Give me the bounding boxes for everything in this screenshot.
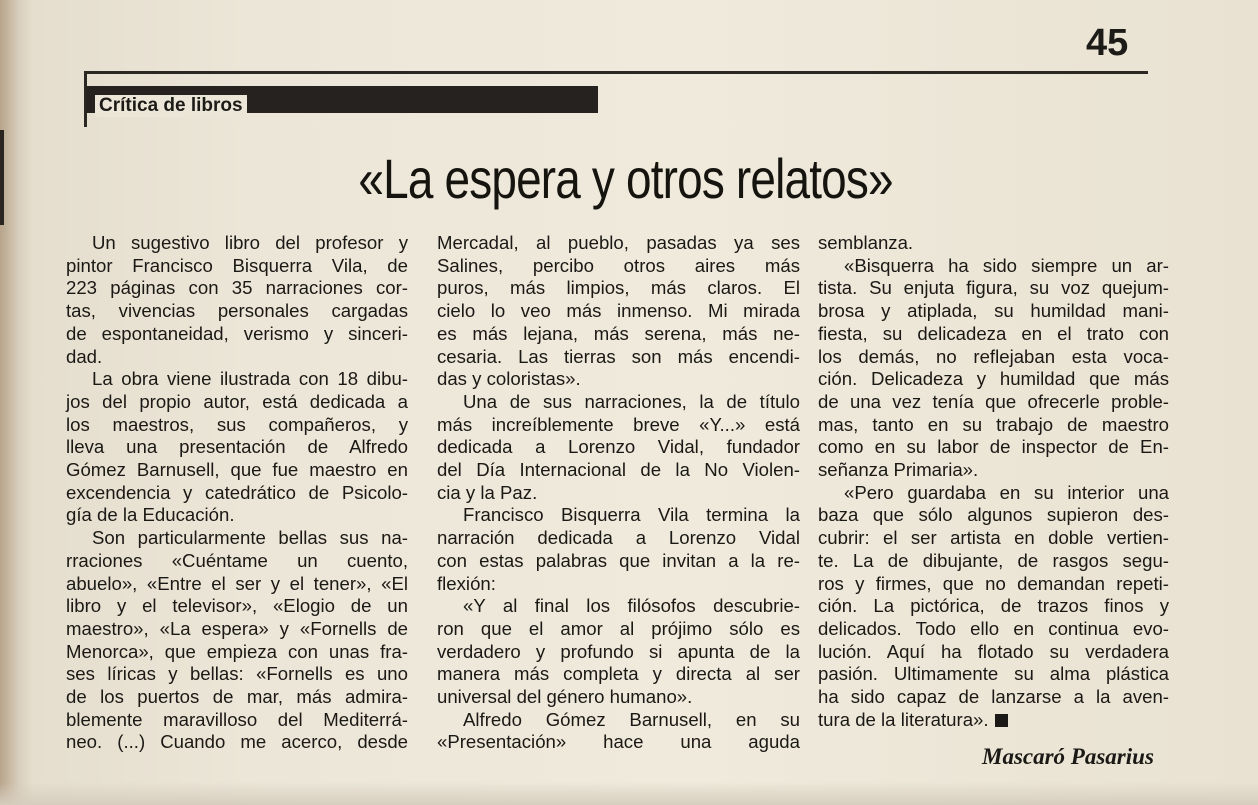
article-line: «Bisquerra ha sido siempre un ar- — [844, 254, 1169, 276]
article-line: baza que sólo algunos supieron des- — [818, 504, 1169, 526]
article-line: señanza Primaria». — [818, 459, 979, 481]
article-line: te. La de dibujante, de rasgos segu- — [818, 549, 1169, 571]
article-line: tura de la literatura». — [818, 709, 1169, 732]
article-line: ha sido capaz de lanzarse a la aven- — [818, 686, 1169, 708]
article-line: gía de la Educación. — [66, 504, 235, 526]
article-line: de una vez tenía que ofrecerle proble- — [818, 390, 1169, 412]
article-line: maestro», «La espera» y «Fornells de — [66, 617, 408, 639]
article-line: Mercadal, al pueblo, pasadas ya ses — [437, 232, 800, 253]
article-line: brosa y atiplada, su humildad mani- — [818, 300, 1169, 322]
article-line: Alfredo Gómez Barnusell, en su — [463, 708, 800, 730]
article-line: dedicada a Lorenzo Vidal, fundador — [437, 436, 800, 458]
article-line: cia y la Paz. — [437, 481, 538, 503]
article-line: das y coloristas». — [437, 368, 581, 390]
article-line: lución. Aquí ha flotado su verdadera — [818, 640, 1169, 662]
article-author: Mascaró Pasarius — [982, 744, 1154, 769]
article-line: Gómez Barnusell, que fue maestro en — [66, 459, 408, 481]
article-line: 223 páginas con 35 narraciones cor- — [66, 277, 408, 299]
article-line: «Pero guardaba en su interior una — [844, 481, 1169, 503]
article-line: ción. La pictórica, de trazos finos y — [818, 595, 1169, 617]
header-rule — [84, 71, 1148, 74]
article-line: del Día Internacional de la No Violen- — [437, 459, 800, 481]
article-line: puros, más limpios, más claros. El — [437, 277, 800, 299]
article-line: rraciones «Cuéntame un cuento, — [66, 549, 408, 571]
article-line: es más lejana, más serena, más ne- — [437, 322, 800, 344]
article-line: delicados. Todo ello en continua evo- — [818, 617, 1169, 639]
page-number: 45 — [1086, 22, 1129, 64]
article-line: pasión. Ultimamente su alma plástica — [818, 663, 1169, 685]
article-line: Francisco Bisquerra Vila termina la — [463, 504, 800, 526]
article-line: Un sugestivo libro del profesor y — [92, 232, 408, 253]
article-line: tas, vivencias personales cargadas — [66, 300, 408, 322]
article-line: abuelo», «Entre el ser y el tener», «El — [66, 572, 408, 594]
article-line: Una de sus narraciones, la de título — [463, 390, 800, 412]
article-line: dad. — [66, 345, 103, 367]
article-line: jos del propio autor, está dedicada a — [66, 390, 408, 412]
article-line: con estas palabras que invitan a la re- — [437, 549, 800, 571]
article-column-1 — [66, 232, 408, 754]
article-line: pintor Francisco Bisquerra Vila, de — [66, 254, 408, 276]
article-column-3 — [818, 232, 1169, 731]
edge-mark — [0, 130, 4, 225]
article-line: Menorca», que empieza con unas fra- — [66, 640, 408, 662]
article-line: blemente maravilloso del Mediterrá- — [66, 708, 408, 730]
article-line: «Y al final los filósofos descubrie- — [463, 595, 800, 617]
article-line: más increíblemente breve «Y...» está — [437, 413, 800, 435]
article-line: de espontaneidad, verismo y sinceri- — [66, 322, 408, 344]
article-line: universal del género humano». — [437, 686, 693, 708]
article-line: lleva una presentación de Alfredo — [66, 436, 408, 458]
article-line: neo. (...) Cuando me acerco, desde — [66, 731, 408, 753]
article-line: excendencia y catedrático de Psicolo- — [66, 481, 408, 503]
article-line: Salines, percibo otros aires más — [437, 254, 800, 276]
page-edge-shadow — [0, 0, 32, 805]
article-line: verdadero y profundo si apunta de la — [437, 640, 800, 662]
article-line: los demás, no reflejaban esta voca- — [818, 345, 1169, 367]
article-line: «Presentación» hace una aguda — [437, 731, 800, 753]
article-line: Son particularmente bellas sus na- — [92, 527, 408, 549]
article-line: mas, tanto en su trabajo de maestro — [818, 413, 1169, 435]
article-line: como en su labor de inspector de En- — [818, 436, 1169, 458]
article-line: de los puertos de mar, más admira- — [66, 686, 408, 708]
article-title: «La espera y otros relatos» — [358, 147, 893, 210]
article-line: narración dedicada a Lorenzo Vidal — [437, 527, 800, 549]
article-line: ses líricas y bellas: «Fornells es uno — [66, 663, 408, 685]
article-line: los maestros, sus compañeros, y — [66, 413, 408, 435]
article-line: La obra viene ilustrada con 18 dibu- — [92, 368, 408, 390]
article-column-2 — [437, 232, 800, 754]
article-line: manera más completa y directa al ser — [437, 663, 800, 685]
article-line: flexión: — [437, 572, 496, 594]
page-bottom-shadow — [0, 782, 1258, 805]
article-line: cielo lo veo más inmenso. Mi mirada — [437, 300, 800, 322]
article-line: libro y el televisor», «Elogio de un — [66, 595, 408, 617]
article-line: cubrir: el ser artista en doble vertien- — [818, 527, 1169, 549]
end-mark-icon — [995, 714, 1008, 727]
article-line: fiesta, su delicadeza en el trato con — [818, 322, 1169, 344]
article-line: ción. Delicadeza y humildad que más — [818, 368, 1169, 390]
article-line: semblanza. — [818, 232, 914, 253]
section-label: Crítica de libros — [95, 95, 247, 117]
article-line: ros y firmes, que no demandan repeti- — [818, 572, 1169, 594]
article-line: ron que el amor al prójimo sólo es — [437, 617, 800, 639]
article-line: tista. Su enjuta figura, su voz quejum- — [818, 277, 1169, 299]
article-line: cesaria. Las tierras son más encendi- — [437, 345, 800, 367]
